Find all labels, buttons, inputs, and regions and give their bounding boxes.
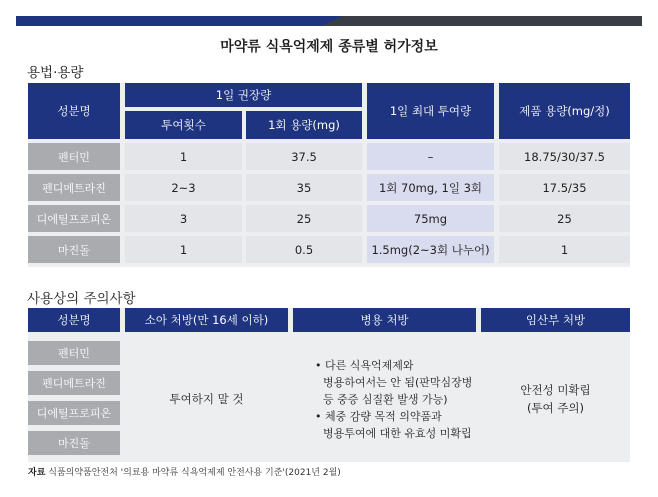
header-daily-max: 1일 최대 투여량: [367, 83, 494, 139]
header-product-dose: 제품 용량(mg/정): [499, 83, 630, 139]
row-name-phentermine: 펜터민: [28, 341, 120, 365]
cell-times: 2~3: [125, 174, 242, 201]
combination-line: 병용투여에 대한 유효성 미확립: [323, 426, 472, 440]
combination-line: 병용하여서는 안 됨(판막심장병: [323, 375, 473, 389]
cell-times: 1: [125, 143, 242, 170]
cell-product-dose: 1: [499, 236, 630, 263]
header-combination: 병용 처방: [293, 308, 476, 332]
row-name-diethylpropion: 디에틸프로피온: [28, 205, 120, 232]
header-pregnancy: 임산부 처방: [481, 308, 630, 332]
row-name-phendimetrazine: 펜디메트라진: [28, 371, 120, 395]
header-daily-recommended: 1일 권장량: [125, 83, 362, 107]
row-name-phendimetrazine: 펜디메트라진: [28, 174, 120, 201]
cell-pregnancy: [481, 336, 630, 462]
cell-pediatric: 투여하지 말 것: [169, 392, 244, 406]
row-name-diethylpropion: 디에틸프로피온: [28, 401, 120, 425]
pregnancy-line: 안전성 미확립: [520, 383, 591, 397]
cell-dose: 0.5: [246, 236, 362, 263]
row-name-phentermine: 펜터민: [28, 143, 120, 170]
top-decorative-bar: [16, 16, 642, 26]
pregnancy-line: (투여 주의): [526, 401, 585, 415]
cell-product-dose: 17.5/35: [499, 174, 630, 201]
row-name-mazindol: 마진돌: [28, 236, 120, 263]
cell-product-dose: 18.75/30/37.5: [499, 143, 630, 170]
section-dosage-label: 용법·용량: [27, 65, 84, 81]
header-ingredient: 성분명: [28, 308, 120, 332]
cell-combination: [293, 336, 476, 462]
cell-dose: 25: [246, 205, 362, 232]
cell-daily-max: 75mg: [367, 205, 494, 232]
cell-product-dose: 25: [499, 205, 630, 232]
combination-line: • 체중 감량 목적 의약품과: [315, 409, 442, 423]
caution-table: [28, 308, 630, 462]
cell-dose: 35: [246, 174, 362, 201]
page-title: 마약류 식욕억제제 종류별 허가정보: [220, 39, 438, 55]
source-text: 식품의약품안전처 '의료용 마약류 식욕억제제 안전사용 기준'(2021년 2월): [48, 468, 341, 478]
dosage-table: [28, 83, 630, 267]
cell-times: 3: [125, 205, 242, 232]
cell-dose: 37.5: [246, 143, 362, 170]
source-label: 자료: [28, 468, 46, 478]
header-pediatric: 소아 처방(만 16세 이하): [125, 308, 288, 332]
combination-line: • 다른 식욕억제제와: [315, 358, 414, 372]
combination-line: 등 중증 심질환 발생 가능): [323, 392, 448, 406]
cell-daily-max: 1회 70mg, 1일 3회: [367, 174, 494, 201]
cell-daily-max: –: [367, 143, 494, 170]
section-caution-label: 사용상의 주의사항: [27, 291, 136, 307]
source-footnote: [28, 465, 341, 478]
header-dose-per-time: 1회 용량(mg): [246, 111, 362, 139]
row-name-mazindol: 마진돌: [28, 431, 120, 455]
cell-daily-max: 1.5mg(2~3회 나누어): [367, 236, 494, 263]
header-ingredient: 성분명: [28, 83, 120, 139]
header-times: 투여횟수: [125, 111, 242, 139]
cell-times: 1: [125, 236, 242, 263]
